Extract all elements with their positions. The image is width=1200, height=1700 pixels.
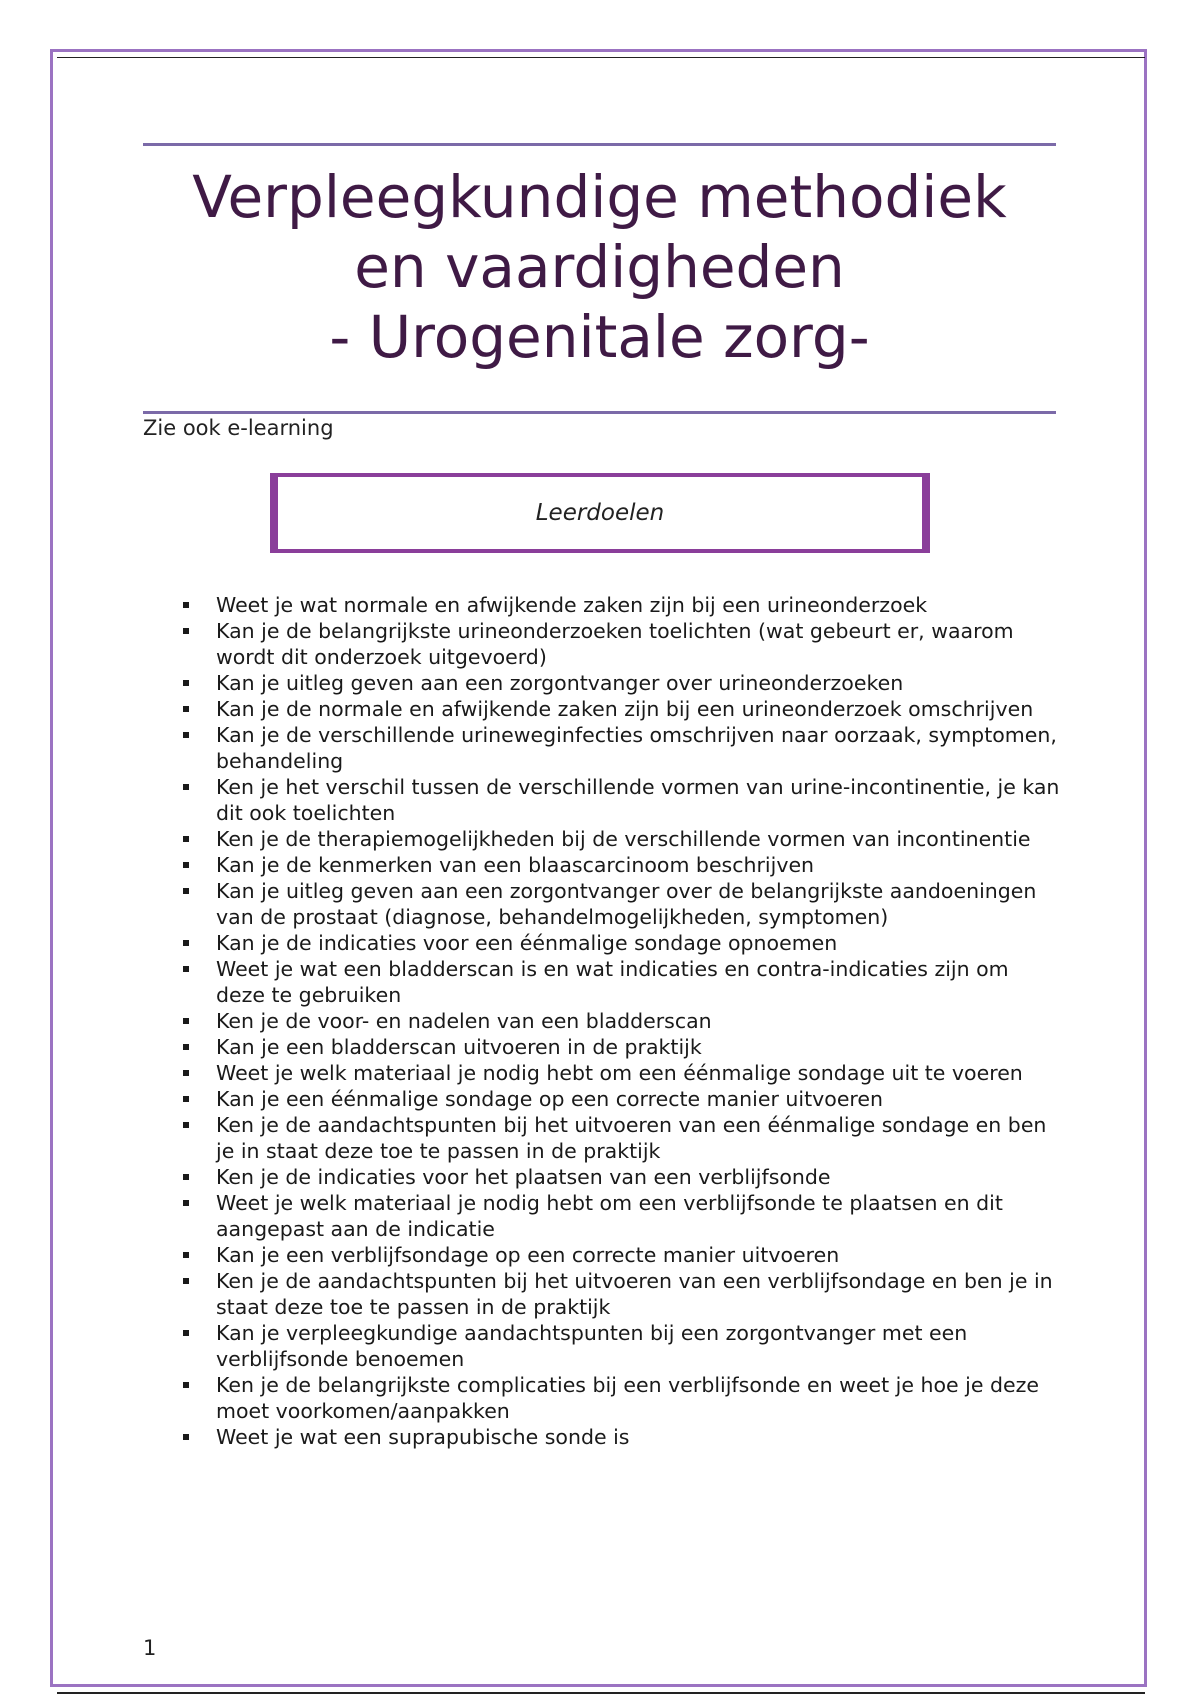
bullet-icon	[183, 1122, 189, 1128]
document-title	[143, 162, 1056, 372]
title-line-2: en vaardigheden	[354, 233, 845, 301]
bullet-icon	[183, 1070, 189, 1076]
bullet-icon	[183, 966, 189, 972]
bullet-icon	[183, 836, 189, 842]
list-item	[183, 1190, 1063, 1242]
bullet-icon	[183, 1044, 189, 1050]
objective-text: Kan je de kenmerken van een blaascarcinoom beschrijven	[216, 853, 815, 877]
objective-text: Ken je de belangrijkste complicaties bij een verblijfsonde en weet je hoe je deze moet voorkomen/aanpakken	[216, 1373, 1039, 1423]
bullet-icon	[183, 628, 189, 634]
list-item	[183, 1242, 1063, 1268]
objective-text: Kan je uitleg geven aan een zorgontvanger over urineonderzoeken	[216, 671, 904, 695]
list-item	[183, 1372, 1063, 1424]
learning-goals-heading: Leerdoelen	[535, 500, 665, 526]
bullet-icon	[183, 1434, 189, 1440]
list-item	[183, 826, 1063, 852]
title-line-3: - Urogenitale zorg-	[329, 303, 870, 371]
list-item	[183, 618, 1063, 670]
learning-goals-box	[270, 473, 930, 553]
objective-text: Kan je uitleg geven aan een zorgontvanger over de belangrijkste aandoeningen van de prostaat (diagnose, behandelmogelijkheden, symptomen)	[216, 879, 1037, 929]
bullet-icon	[183, 680, 189, 686]
list-item	[183, 592, 1063, 618]
objective-text: Weet je wat een suprapubische sonde is	[216, 1425, 630, 1449]
objective-text: Weet je welk materiaal je nodig hebt om een éénmalige sondage uit te voeren	[216, 1061, 1023, 1085]
list-item	[183, 878, 1063, 930]
list-item	[183, 1112, 1063, 1164]
list-item	[183, 670, 1063, 696]
bullet-icon	[183, 940, 189, 946]
objective-text: Kan je een bladderscan uitvoeren in de praktijk	[216, 1035, 702, 1059]
objective-text: Kan je verpleegkundige aandachtspunten bij een zorgontvanger met een verblijfsonde benoemen	[216, 1321, 968, 1371]
list-item	[183, 956, 1063, 1008]
list-item	[183, 1268, 1063, 1320]
objective-text: Kan je de verschillende urineweginfecties omschrijven naar oorzaak, symptomen, behandeling	[216, 723, 1057, 773]
objective-text: Kan je de normale en afwijkende zaken zijn bij een urineonderzoek omschrijven	[216, 697, 1034, 721]
list-item	[183, 852, 1063, 878]
bullet-icon	[183, 1382, 189, 1388]
list-item	[183, 722, 1063, 774]
objective-text: Kan je de indicaties voor een éénmalige sondage opnoemen	[216, 931, 838, 955]
bullet-icon	[183, 784, 189, 790]
list-item	[183, 1424, 1063, 1450]
objective-text: Ken je de aandachtspunten bij het uitvoeren van een éénmalige sondage en ben je in staat deze toe te passen in de praktijk	[216, 1113, 1047, 1163]
list-item	[183, 1086, 1063, 1112]
bullet-icon	[183, 1174, 189, 1180]
title-line-1: Verpleegkundige methodiek	[192, 163, 1007, 231]
list-item	[183, 1008, 1063, 1034]
page-bottom-line	[57, 1692, 1145, 1694]
list-item	[183, 1060, 1063, 1086]
list-item	[183, 930, 1063, 956]
see-also-note: Zie ook e-learning	[143, 416, 334, 440]
page-number: 1	[143, 1636, 157, 1660]
objective-text: Weet je wat normale en afwijkende zaken zijn bij een urineonderzoek	[216, 593, 928, 617]
objective-text: Weet je welk materiaal je nodig hebt om een verblijfsonde te plaatsen en dit aangepast aan de indicatie	[216, 1191, 1003, 1241]
list-item	[183, 774, 1063, 826]
objective-text: Kan je een éénmalige sondage op een correcte manier uitvoeren	[216, 1087, 884, 1111]
bullet-icon	[183, 862, 189, 868]
title-rule-top	[143, 143, 1056, 146]
objective-text: Ken je de indicaties voor het plaatsen van een verblijfsonde	[216, 1165, 831, 1189]
objective-text: Ken je de voor- en nadelen van een bladderscan	[216, 1009, 712, 1033]
objective-text: Weet je wat een bladderscan is en wat indicaties en contra-indicaties zijn om deze te gebruiken	[216, 957, 1009, 1007]
objective-text: Ken je de therapiemogelijkheden bij de verschillende vormen van incontinentie	[216, 827, 1031, 851]
list-item	[183, 1320, 1063, 1372]
bullet-icon	[183, 1096, 189, 1102]
bullet-icon	[183, 732, 189, 738]
bullet-icon	[183, 1018, 189, 1024]
objective-text: Ken je de aandachtspunten bij het uitvoeren van een verblijfsondage en ben je in staat deze toe te passen in de praktijk	[216, 1269, 1053, 1319]
objective-text: Kan je de belangrijkste urineonderzoeken toelichten (wat gebeurt er, waarom wordt dit onderzoek uitgevoerd)	[216, 619, 1014, 669]
objective-text: Ken je het verschil tussen de verschillende vormen van urine-incontinentie, je kan dit ook toelichten	[216, 775, 1060, 825]
bullet-icon	[183, 1252, 189, 1258]
list-item	[183, 696, 1063, 722]
title-rule-bottom	[143, 411, 1056, 414]
learning-objectives-list	[183, 592, 1063, 1450]
bullet-icon	[183, 1330, 189, 1336]
bullet-icon	[183, 706, 189, 712]
bullet-icon	[183, 1278, 189, 1284]
page-top-line	[57, 57, 1145, 58]
list-item	[183, 1034, 1063, 1060]
list-item	[183, 1164, 1063, 1190]
bullet-icon	[183, 1200, 189, 1206]
bullet-icon	[183, 602, 189, 608]
bullet-icon	[183, 888, 189, 894]
objective-text: Kan je een verblijfsondage op een correcte manier uitvoeren	[216, 1243, 840, 1267]
